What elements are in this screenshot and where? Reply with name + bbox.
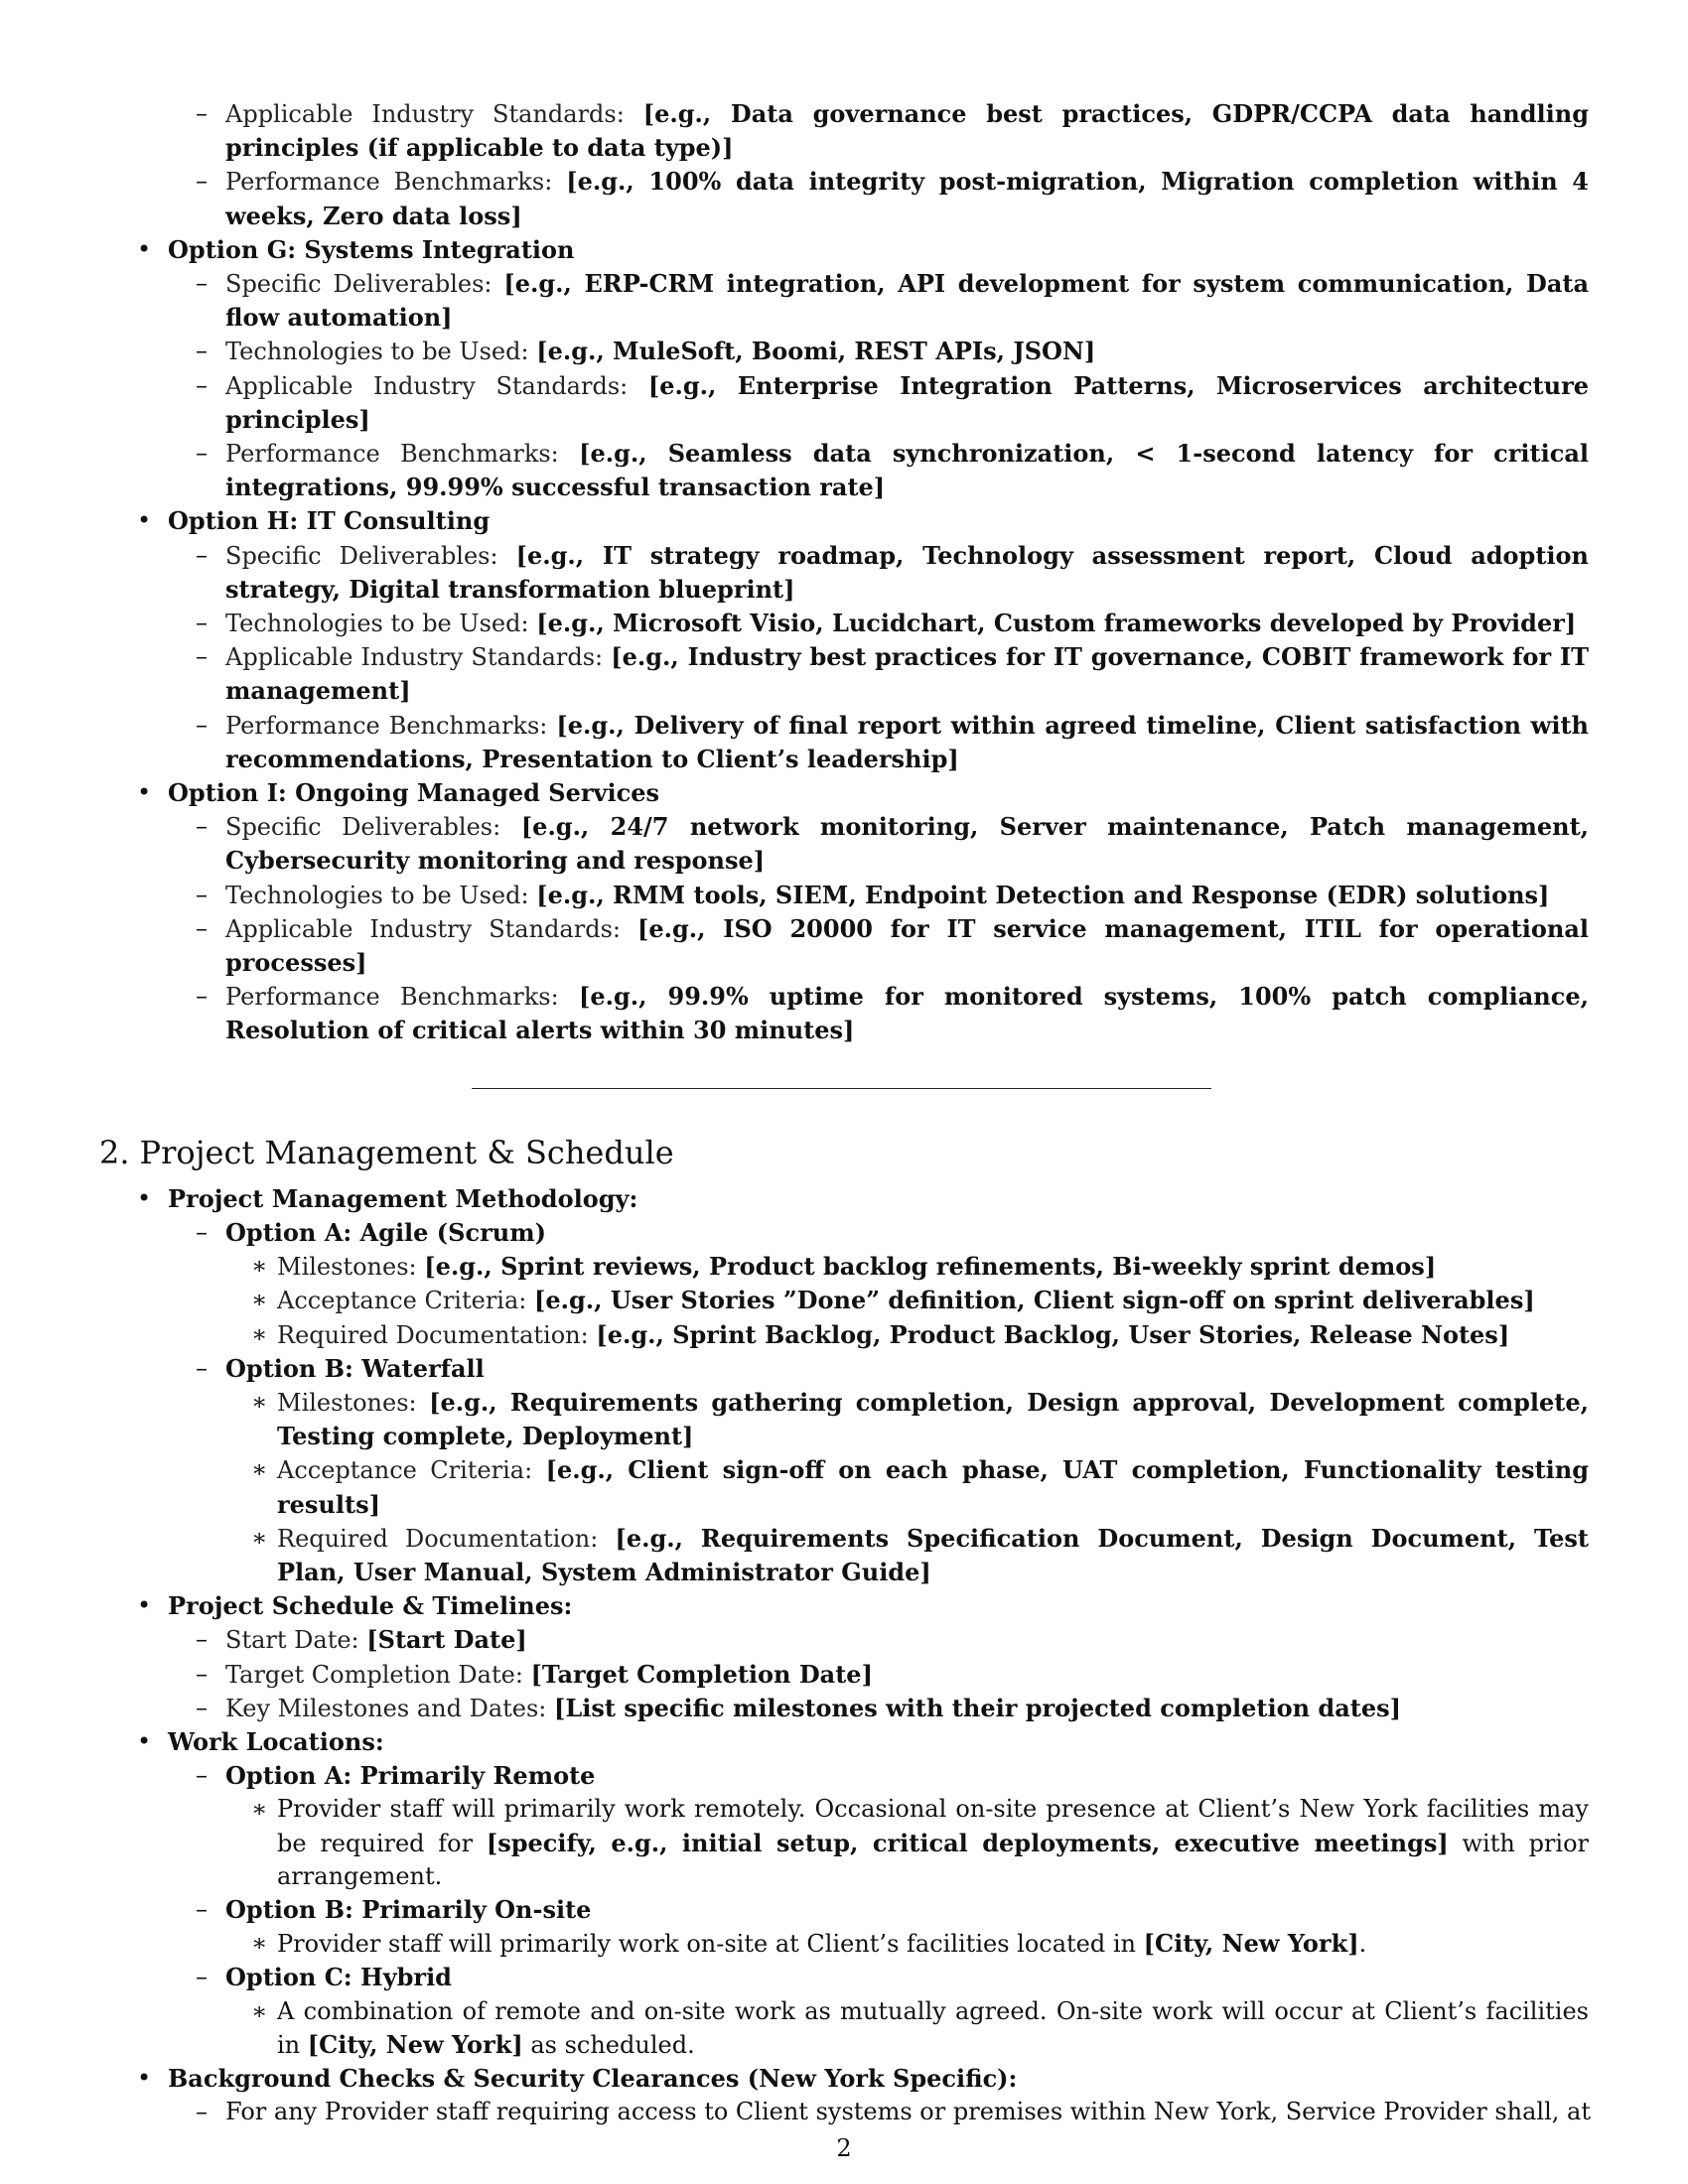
section-title: Project Management & Schedule <box>139 1133 674 1171</box>
schedule-item <box>99 1589 1589 1725</box>
list-item: – Start Date: [Start Date] <box>168 1623 1589 1657</box>
list-item: – Specific Deliverables: [e.g., 24/7 network monitoring, Server maintenance, Patch management, Cybersecurity monitoring and response] <box>168 810 1589 878</box>
list-item: ∗ Milestones: [e.g., Requirements gathering completion, Design approval, Development complete, Testing complete, Deployment] <box>225 1386 1589 1453</box>
list-item: – Performance Benchmarks: [e.g., Delivery of final report within agreed timeline, Client satisfaction with recommendations, Presentation to Client’s leadership] <box>168 709 1589 776</box>
page-number: 2 <box>836 2134 852 2162</box>
remote-option: – Option A: Primarily Remote ∗ Provider staff will primarily work remotely. Occasional on-site presence at Client’s New York facilities may be required for [specify, e.g., initial setup, critical deployments, executive meetings] with prior arrangement. <box>168 1759 1589 1893</box>
list-item: ∗ Milestones: [e.g., Sprint reviews, Product backlog refinements, Bi-weekly sprint demos] <box>225 1250 1589 1284</box>
section-2-list <box>99 1182 1589 2129</box>
page-content <box>99 97 1589 2128</box>
list-item: ∗ Provider staff will primarily work on-site at Client’s facilities located in [City, New York]. <box>225 1927 1589 1961</box>
option-title: Option I: Ongoing Managed Services <box>168 778 659 808</box>
section-heading <box>99 1133 1589 1172</box>
option-h <box>99 504 1589 776</box>
list-item: – Specific Deliverables: [e.g., ERP-CRM integration, API development for system communication, Data flow automation] <box>168 267 1589 335</box>
methodology-heading: Project Management Methodology: <box>168 1183 638 1213</box>
list-item: – Key Milestones and Dates: [List specific milestones with their projected completion dates] <box>168 1692 1589 1725</box>
agile-option: – Option A: Agile (Scrum) ∗ Milestones: [e.g., Sprint reviews, Product backlog refinements, Bi-weekly sprint demos] ∗ Acceptance Criteria: [e.g., User Stories ”Done” definition, Client sign-off on sprint deliverables] ∗ Required Documentation: [e.g., Sprint Backlog, Product Backlog, User Stories, Release Notes] <box>168 1216 1589 1352</box>
list-item: – Performance Benchmarks: [e.g., 99.9% uptime for monitored systems, 100% patch compliance, Resolution of critical alerts within 30 minutes] <box>168 980 1589 1047</box>
list-item: – Applicable Industry Standards: [e.g., Industry best practices for IT governance, COBIT framework for IT management] <box>168 640 1589 708</box>
list-item: – Applicable Industry Standards: [e.g., Data governance best practices, GDPR/CCPA data handling principles (if applicable to data type)] <box>168 97 1589 165</box>
list-item: ∗ Required Documentation: [e.g., Requirements Specification Document, Design Document, Test Plan, User Manual, System Administrator Guide] <box>225 1522 1589 1589</box>
background-heading: Background Checks & Security Clearances (New York Specific): <box>168 2063 1018 2093</box>
option-title: Option H: IT Consulting <box>168 506 491 536</box>
options-list <box>99 233 1589 1048</box>
locations-heading: Work Locations: <box>168 1726 384 1756</box>
list-item: – Performance Benchmarks: [e.g., 100% data integrity post-migration, Migration completion within 4 weeks, Zero data loss] <box>168 165 1589 232</box>
list-item: ∗ Required Documentation: [e.g., Sprint Backlog, Product Backlog, User Stories, Release Notes] <box>225 1318 1589 1352</box>
list-item: ∗ Provider staff will primarily work remotely. Occasional on-site presence at Client’s New York facilities may be required for [specify, e.g., initial setup, critical deployments, executive meetings] with prior arrangement. <box>225 1793 1589 1893</box>
onsite-option: – Option B: Primarily On-site ∗ Provider staff will primarily work on-site at Client’s facilities located in [City, New York]. <box>168 1893 1589 1961</box>
waterfall-option: – Option B: Waterfall ∗ Milestones: [e.g., Requirements gathering completion, Design approval, Development complete, Testing complete, Deployment] ∗ Acceptance Criteria: [e.g., Client sign-off on each phase, UAT completion, Functionality testing results] ∗ Required Documentation: [e.g., Requirements Specification Document, Design Document, Test Plan, User Manual, System Administrator Guide] <box>168 1352 1589 1589</box>
list-item: – Technologies to be Used: [e.g., RMM tools, SIEM, Endpoint Detection and Response (EDR) solutions] <box>168 879 1589 912</box>
hybrid-option: – Option C: Hybrid ∗ A combination of remote and on-site work as mutually agreed. On-site work will occur at Client’s facilities in [City, New York] as scheduled. <box>168 1961 1589 2062</box>
methodology-item <box>99 1182 1589 1589</box>
list-item: ∗ A combination of remote and on-site work as mutually agreed. On-site work will occur at Client’s facilities in [City, New York] as scheduled. <box>225 1995 1589 2062</box>
horizontal-rule <box>472 1088 1211 1089</box>
list-item: – For any Provider staff requiring access to Client systems or premises within New York, Service Provider shall, at <box>168 2096 1589 2128</box>
list-item: – Specific Deliverables: [e.g., IT strategy roadmap, Technology assessment report, Cloud adoption strategy, Digital transformation blueprint] <box>168 539 1589 607</box>
option-g <box>99 233 1589 505</box>
list-item: – Technologies to be Used: [e.g., MuleSoft, Boomi, REST APIs, JSON] <box>168 335 1589 368</box>
list-item: ∗ Acceptance Criteria: [e.g., Client sign-off on each phase, UAT completion, Functionality testing results] <box>225 1453 1589 1521</box>
list-item: ∗ Acceptance Criteria: [e.g., User Stories ”Done” definition, Client sign-off on sprint deliverables] <box>225 1284 1589 1317</box>
list-item: – Applicable Industry Standards: [e.g., Enterprise Integration Patterns, Microservices architecture principles] <box>168 369 1589 437</box>
section-number: 2. <box>99 1133 130 1171</box>
list-item: – Target Completion Date: [Target Completion Date] <box>168 1658 1589 1692</box>
locations-item <box>99 1725 1589 2062</box>
list-item: – Technologies to be Used: [e.g., Microsoft Visio, Lucidchart, Custom frameworks developed by Provider] <box>168 607 1589 640</box>
option-title: Option G: Systems Integration <box>168 234 575 264</box>
list-item: – Performance Benchmarks: [e.g., Seamless data synchronization, < 1-second latency for critical integrations, 99.99% successful transaction rate] <box>168 437 1589 504</box>
background-item <box>99 2062 1589 2128</box>
option-i <box>99 776 1589 1048</box>
schedule-heading: Project Schedule & Timelines: <box>168 1591 573 1621</box>
list-item: – Applicable Industry Standards: [e.g., ISO 20000 for IT service management, ITIL for operational processes] <box>168 912 1589 980</box>
continued-option-list <box>168 97 1589 233</box>
